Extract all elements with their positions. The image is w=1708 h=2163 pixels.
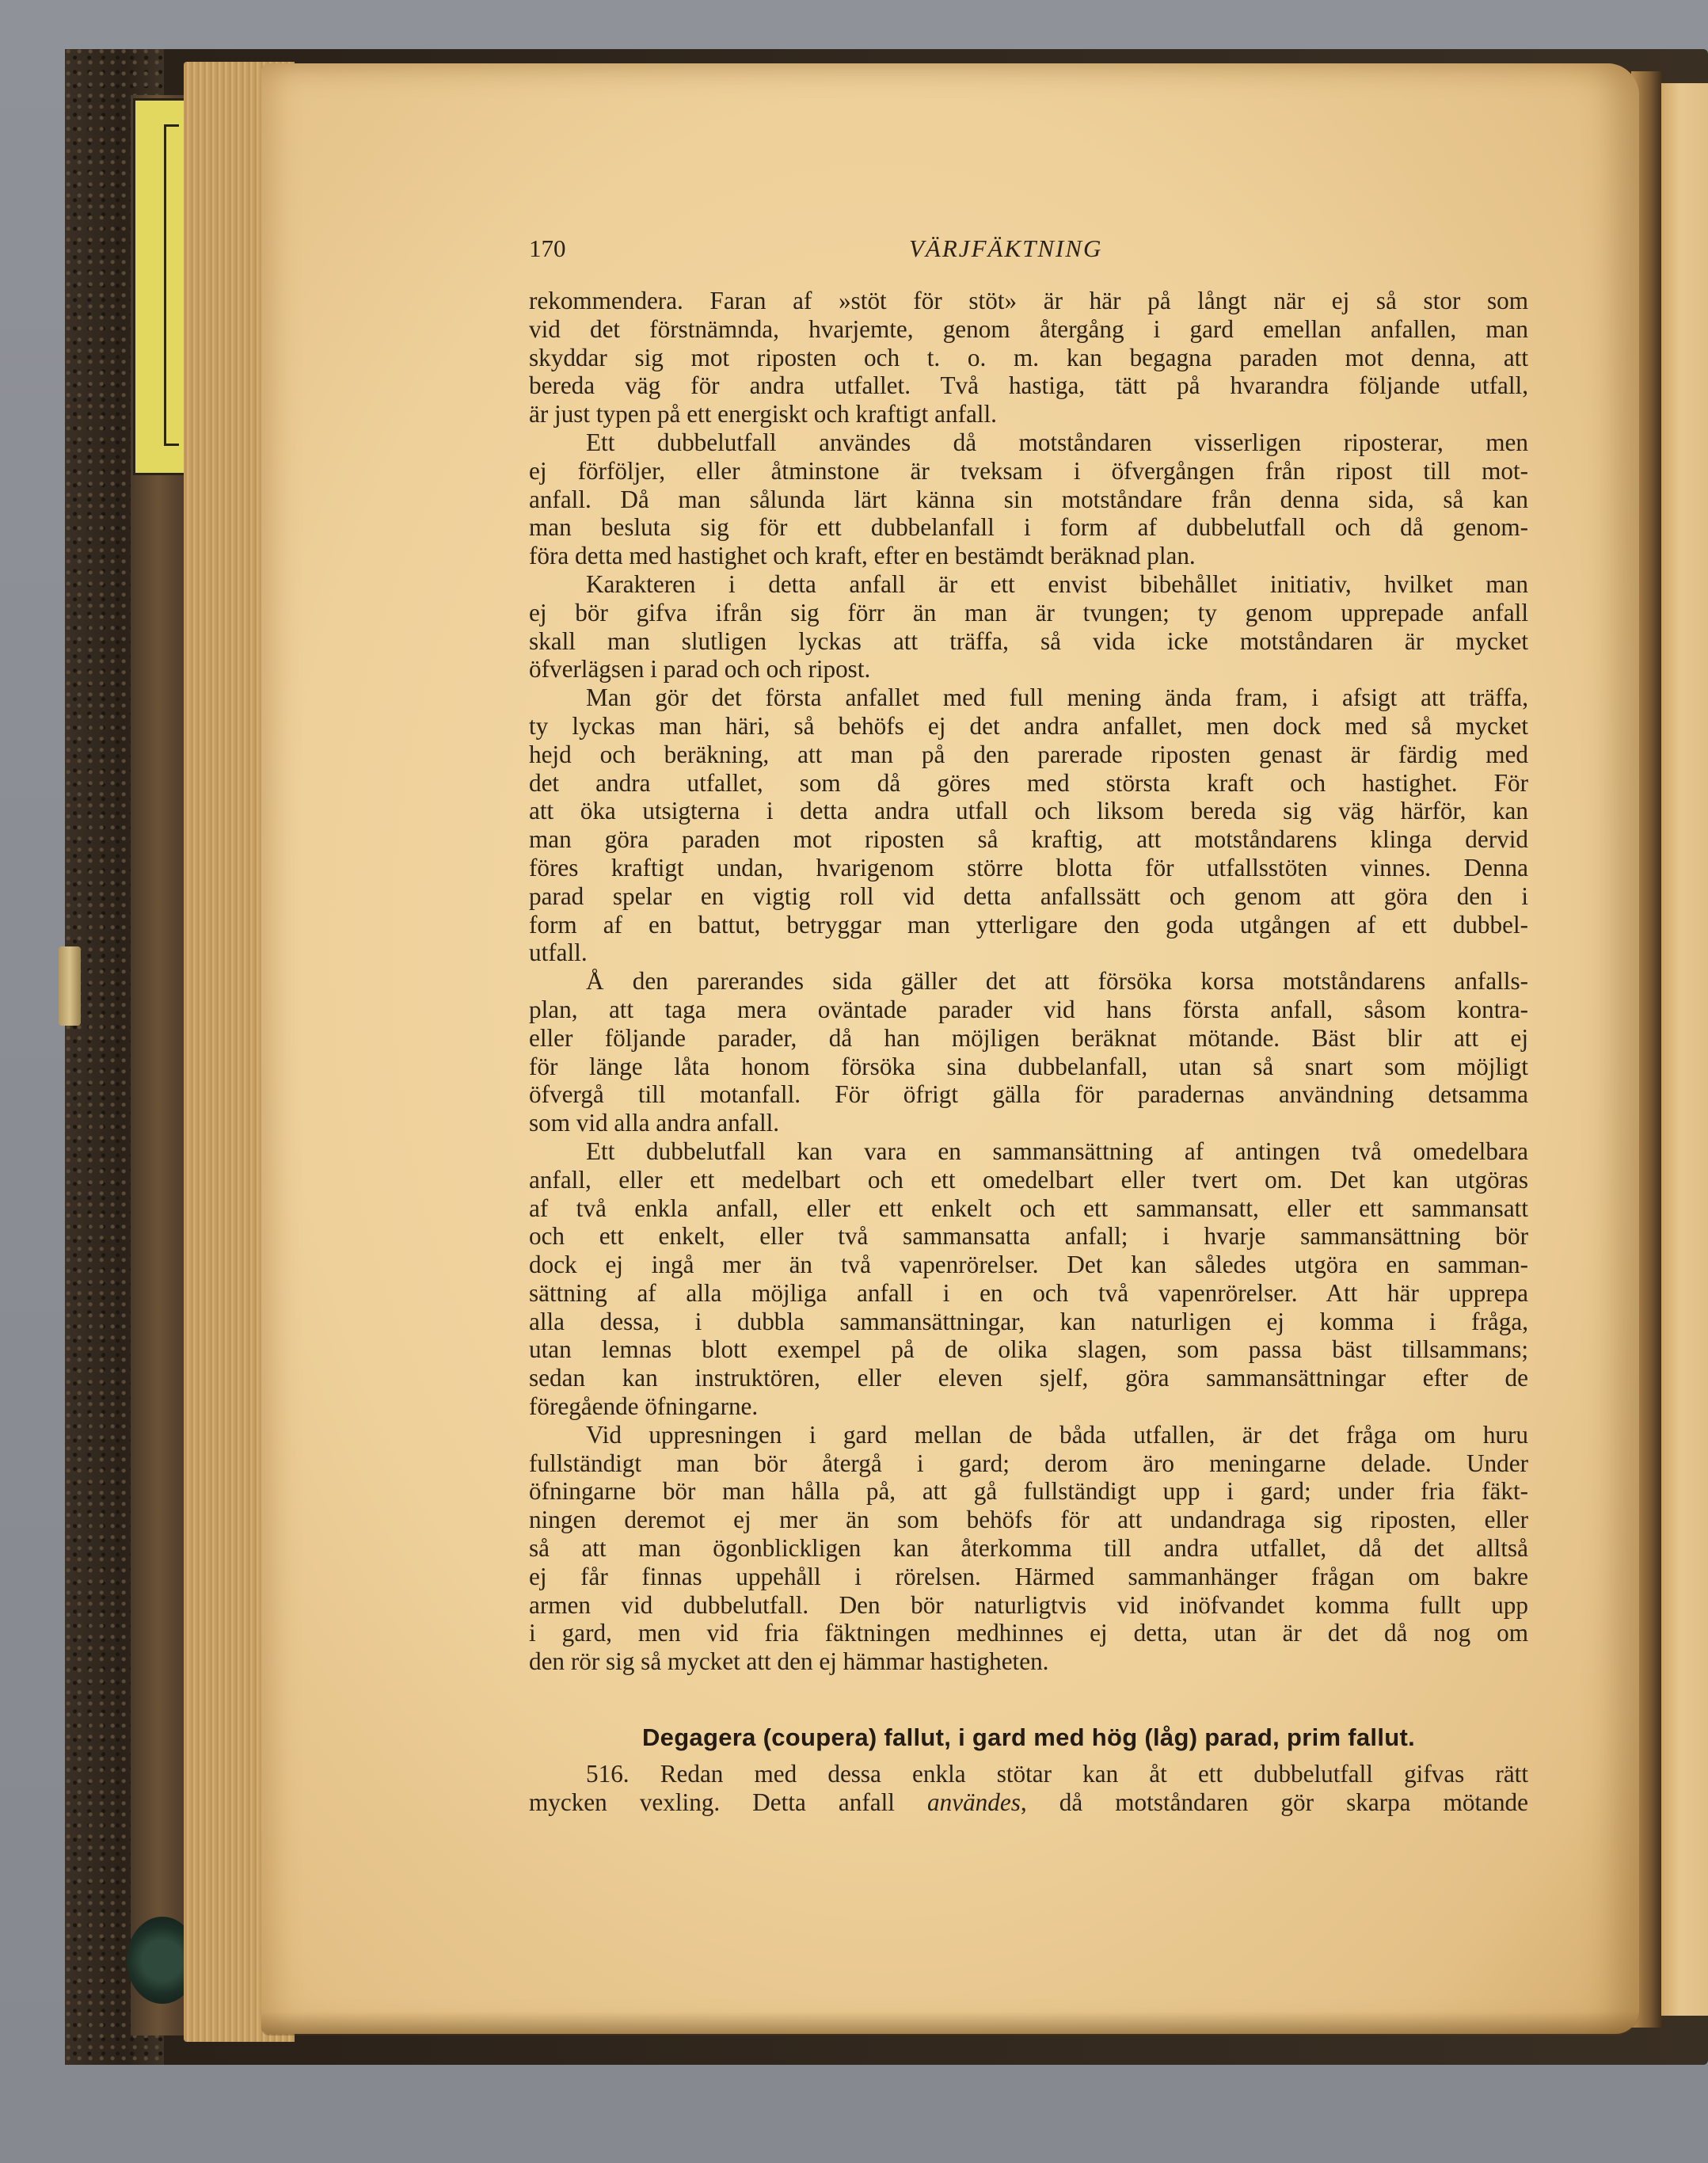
text-line: ty lyckas man häri, så behöfs ej det andra anfallet, men dock med så mycket bbox=[529, 711, 1528, 740]
text-line: som vid alla andra anfall. bbox=[529, 1109, 780, 1137]
text-line: föregående öfningarne. bbox=[529, 1392, 759, 1421]
final-paragraph bbox=[529, 1760, 1528, 1817]
text-line: i gard, men vid fria fäktningen medhinnes ej detta, utan är det då nog om bbox=[529, 1619, 1528, 1647]
text-line: Vid uppresningen i gard mellan de båda utfallen, är det fråga om huru bbox=[586, 1420, 1528, 1449]
section-heading: Degagera (coupera) fallut, i gard med hög (låg) parad, prim fallut. bbox=[641, 1723, 1416, 1751]
text-line: man besluta sig för ett dubbelanfall i form af dubbelutfall och då genom- bbox=[529, 513, 1528, 542]
text-line: föres kraftigt undan, hvarigenom större blotta för utfallsstöten vinnes. Denna bbox=[529, 853, 1528, 882]
text-line: af två enkla anfall, eller ett enkelt och ett sammansatt, eller ett sammansatt bbox=[529, 1194, 1528, 1222]
text-line: den rör sig så mycket att den ej hämmar hastigheten. bbox=[529, 1647, 1049, 1676]
text-line: Ett dubbelutfall användes då motståndaren visserligen riposterar, men bbox=[586, 428, 1528, 456]
text-line: Ett dubbelutfall kan vara en sammansättning af antingen två omedelbara bbox=[586, 1137, 1528, 1165]
text-line: 516. Redan med dessa enkla stötar kan åt ett dubbelutfall gifvas rätt bbox=[586, 1760, 1528, 1788]
text-line: rekommendera. Faran af »stöt för stöt» är här på långt när ej så stor som bbox=[529, 287, 1528, 314]
text-line: eller följande parader, då han möjligen beräknat mötande. Bäst blir att ej bbox=[529, 1023, 1528, 1052]
text-line: utfall. bbox=[529, 939, 588, 967]
page-header bbox=[529, 234, 1527, 266]
text-line: föra detta med hastighet och kraft, efter en bestämdt beräknad plan. bbox=[529, 542, 1196, 570]
text-line: Karakteren i detta anfall är ett envist bibehållet initiativ, hvilket man bbox=[586, 569, 1528, 598]
text-line: sedan kan instruktören, eller eleven sjelf, göra sammansättningar efter de bbox=[529, 1364, 1528, 1392]
text-line: man göra paraden mot riposten så kraftig, att motståndarens klinga dervid bbox=[529, 825, 1528, 854]
text-span: , då motståndaren gör skarpa mötande bbox=[1020, 1788, 1528, 1816]
text-line: Å den parerandes sida gäller det att försöka korsa motståndarens anfalls- bbox=[586, 967, 1528, 996]
text-line: skall man slutligen lyckas att träffa, så vida icke motståndaren är mycket bbox=[529, 626, 1528, 655]
text-line: det andra utfallet, som då göres med största kraft och hastighet. För bbox=[529, 768, 1528, 797]
text-line: ej bör gifva ifrån sig förr än man är tvungen; ty genom upprepade anfall bbox=[529, 598, 1528, 626]
page-number: 170 bbox=[529, 234, 566, 262]
page-bottom-shadow bbox=[261, 2012, 1639, 2035]
text-line: plan, att taga mera oväntade parader vid hans första anfall, såsom kontra- bbox=[529, 995, 1528, 1023]
text-line: öfvergå till motanfall. För öfrigt gälla för paradernas användning detsamma bbox=[529, 1080, 1528, 1109]
book-clasp bbox=[59, 946, 81, 1026]
text-line: och ett enkelt, eller två sammansatta anfall; i hvarje sammansättning bör bbox=[529, 1222, 1528, 1251]
running-title: VÄRJFÄKTNING bbox=[909, 234, 1103, 262]
text-line: sättning af alla möjliga anfall i en och två vapenrörelser. Att här upprepa bbox=[529, 1278, 1528, 1307]
spine-label bbox=[133, 98, 187, 475]
text-line: hejd och beräkning, att man på den parerade riposten genast är färdig med bbox=[529, 740, 1528, 768]
emphasized-word: användes bbox=[927, 1788, 1021, 1816]
text-line: är just typen på ett energiskt och kraftigt anfall. bbox=[529, 400, 997, 428]
text-line: dock ej ingå mer än två vapenrörelser. Det kan således utgöra en samman- bbox=[529, 1251, 1528, 1279]
text-line: öfverlägsen i parad och och ripost. bbox=[529, 655, 871, 684]
text-line: skyddar sig mot riposten och t. o. m. kan begagna paraden mot denna, att bbox=[529, 343, 1528, 371]
text-line: parad spelar en vigtig roll vid detta anfallssätt och genom att göra den i bbox=[529, 882, 1528, 910]
text-line: ej får finnas uppehåll i rörelsen. Härmed sammanhänger frågan om bakre bbox=[529, 1562, 1528, 1590]
text-line: bereda väg för andra utfallet. Två hastiga, tätt på hvarandra följande utfall, bbox=[529, 371, 1528, 400]
text-line: så att man ögonblickligen kan återkomma till andra utfallet, då det alltså bbox=[529, 1534, 1528, 1563]
text-line: utan lemnas blott exempel på de olika slagen, som passa bäst tillsammans; bbox=[529, 1335, 1528, 1364]
text-line: att öka utsigterna i detta andra utfall och liksom bereda sig väg härför, kan bbox=[529, 797, 1528, 825]
text-line: alla dessa, i dubbla sammansättningar, kan naturligen ej komma i fråga, bbox=[529, 1307, 1528, 1335]
text-line: för länge låta honom försöka sina dubbelanfall, utan så snart som möjligt bbox=[529, 1052, 1528, 1080]
text-line: ej förföljer, eller åtminstone är tveksam i öfvergången från ripost till mot- bbox=[529, 456, 1528, 485]
text-line: Man gör det första anfallet med full mening ända fram, i afsigt att träffa, bbox=[586, 684, 1528, 712]
text-line: armen vid dubbelutfall. Den bör naturligtvis vid inöfvandet komma fullt upp bbox=[529, 1590, 1528, 1619]
text-line: öfningarne bör man hålla på, att gå fullständigt upp i gard; under fria fäkt- bbox=[529, 1477, 1528, 1506]
text-line: fullständigt man bör återgå i gard; derom äro meningarne delade. Under bbox=[529, 1449, 1528, 1477]
text-line: ningen deremot ej mer än som behöfs för att undandraga sig riposten, eller bbox=[529, 1506, 1528, 1534]
body-text bbox=[529, 287, 1528, 1676]
text-line: anfall. Då man sålunda lärt känna sin motståndare från denna sida, så kan bbox=[529, 485, 1528, 513]
text-span: mycken vexling. Detta anfall bbox=[529, 1788, 928, 1816]
text-line: anfall, eller ett medelbart och ett omedelbart eller tvert om. Det kan utgöras bbox=[529, 1165, 1528, 1194]
facing-page-edge bbox=[1661, 83, 1708, 2016]
text-line: form af en battut, betryggar man ytterligare den goda utgången af ett dubbel- bbox=[529, 910, 1528, 939]
text-line: vid det förstnämnda, hvarjemte, genom återgång i gard emellan anfallen, man bbox=[529, 314, 1528, 343]
text-line bbox=[529, 1788, 1528, 1817]
